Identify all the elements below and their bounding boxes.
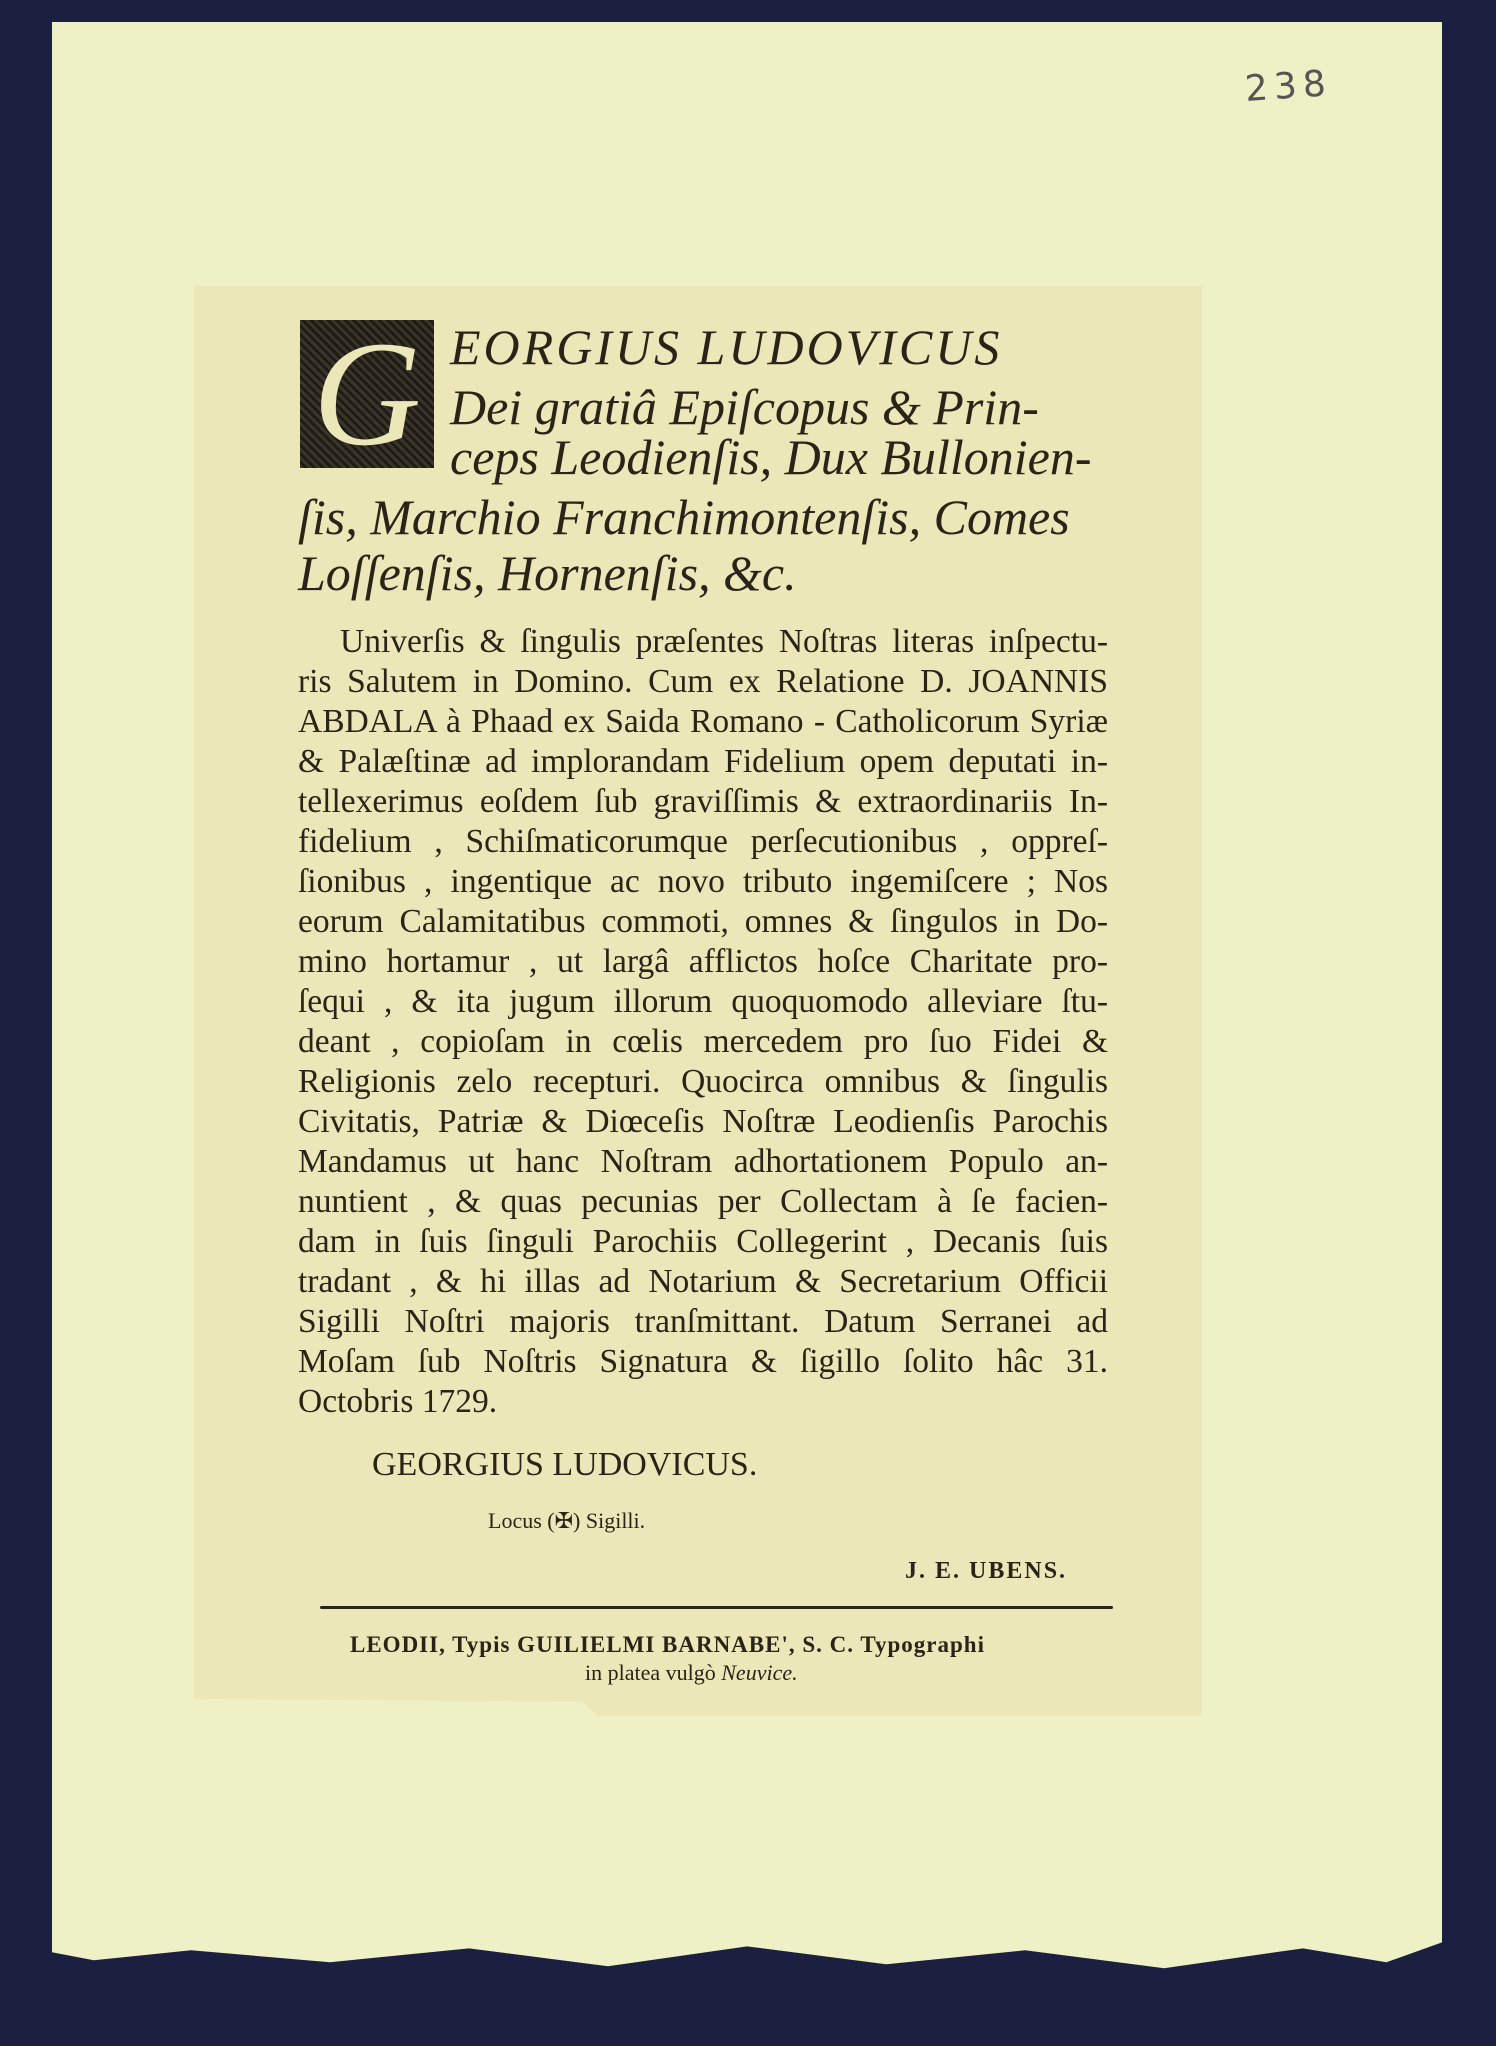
seal-text-after: ) Sigilli. (573, 1508, 646, 1533)
divider-rule (320, 1606, 1113, 1609)
heading-line-4: ſis, Marchio Franchimontenſis, Comes (298, 489, 1070, 545)
body-line: Octobris 1729. (298, 1383, 498, 1420)
seal-notation (488, 1508, 645, 1534)
imprint-place: in platea vulgò (585, 1660, 722, 1685)
body-line: eorum Calamitatibus commoti, omnes & ſingulos in Do- (298, 903, 1108, 940)
body-line: Mandamus ut hanc Noſtram adhortationem Populo an- (298, 1143, 1108, 1180)
body-line: fidelium , Schiſmaticorumque perſecutionibus , oppreſ- (298, 823, 1108, 860)
body-line: ris Salutem in Domino. Cum ex Relatione D. JOANNIS (298, 663, 1108, 700)
secretary-name: J. E. UBENS. (905, 1558, 1068, 1584)
body-line: tradant , & hi illas ad Notarium & Secretarium Officii (298, 1263, 1108, 1300)
imprint-line-2 (585, 1660, 798, 1686)
body-line: mino hortamur , ut largâ afflictos hoſce Charitate pro- (298, 943, 1108, 980)
heading-line-2: Dei gratiâ Epiſcopus & Prin- (450, 379, 1039, 435)
seal-text-before: Locus ( (488, 1508, 555, 1533)
heading-line-3: ceps Leodienſis, Dux Bullonien- (450, 429, 1092, 485)
signature: GEORGIUS LUDOVICUS. (372, 1446, 758, 1483)
decorated-initial: G (300, 320, 434, 468)
imprint-line-1: LEODII, Typis GUILIELMI BARNABE', S. C. Typographi (350, 1632, 985, 1657)
body-line: ſequi , & ita jugum illorum quoquomodo alleviare ſtu- (298, 983, 1108, 1020)
heading-line-1: EORGIUS LUDOVICUS (450, 319, 1003, 375)
body-line: nuntient , & quas pecunias per Collectam à ſe facien- (298, 1183, 1108, 1220)
cross-pattee-icon: ✠ (554, 1508, 574, 1533)
body-line: ABDALA à Phaad ex Saida Romano - Catholicorum Syriæ (298, 703, 1108, 740)
body-line: Sigilli Noſtri majoris tranſmittant. Datum Serranei ad (298, 1303, 1108, 1340)
body-line: deant , copioſam in cœlis mercedem pro ſuo Fidei & (298, 1023, 1108, 1060)
body-line: Religionis zelo recepturi. Quocirca omnibus & ſingulis (298, 1063, 1108, 1100)
imprint-street: Neuvice. (721, 1660, 798, 1685)
body-line: & Palæſtinæ ad implorandam Fidelium opem deputati in- (298, 743, 1108, 780)
page-number: 238 (1243, 63, 1334, 110)
body-line: Univerſis & ſingulis præſentes Noſtras literas inſpectu- (340, 623, 1108, 660)
heading-line-5: Loſſenſis, Hornenſis, &c. (298, 545, 797, 601)
body-line: Civitatis, Patriæ & Diœceſis Noſtræ Leodienſis Parochis (298, 1103, 1108, 1140)
body-line: Moſam ſub Noſtris Signatura & ſigillo ſolito hâc 31. (298, 1343, 1108, 1380)
body-line: ſionibus , ingentique ac novo tributo ingemiſcere ; Nos (298, 863, 1108, 900)
body-text (298, 622, 1108, 1422)
body-line: dam in ſuis ſinguli Parochiis Collegerint , Decanis ſuis (298, 1223, 1108, 1260)
body-line: tellexerimus eoſdem ſub graviſſimis & extraordinariis In- (298, 783, 1108, 820)
